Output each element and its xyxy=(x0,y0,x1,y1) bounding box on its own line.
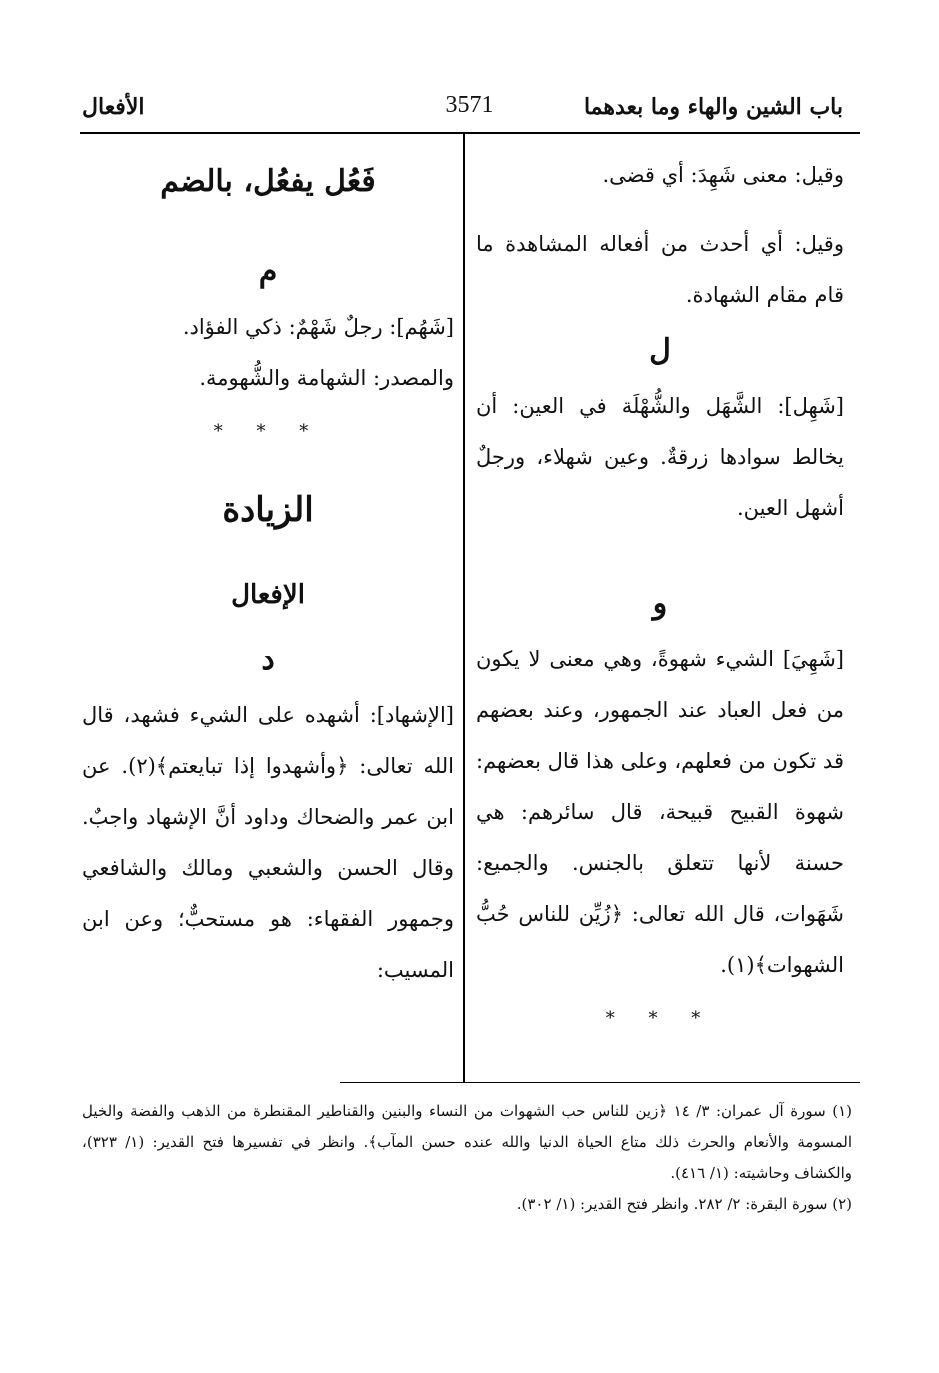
footnote-1: (١) سورة آل عمران: ٣/ ١٤ ﴿زين للناس حب الشهوات من النساء والبنين والقناطير المقنطرة من الذهب والفضة والخيل المسومة والأنعام والحرث ذلك متاع الحياة الدنيا والله عنده حسن المآب﴾. وانظر في تفسيرها فتح القدير: (١/ ٣٢٣)، والكشاف وحاشيته: (١/ ٤١٦). xyxy=(82,1102,853,1182)
entry-shahum: [شَهُم]: رجلٌ شَهْمٌ: ذكي الفؤاد. xyxy=(182,315,454,339)
paragraph: والمصدر: الشهامة والشُّهومة. xyxy=(199,366,454,390)
paragraph: وقيل: أي أحدث من أفعاله المشاهدة ما قام مقام الشهادة. xyxy=(476,232,844,307)
letter-heading-lam: ل xyxy=(649,333,671,368)
entry-shahiya: [شَهِيَ] الشيء شهوةً، وهي معنى لا يكون من فعل العباد عند الجمهور، وعند بعضهم قد تكون من فعلهم، وعلى هذا قال بعضهم: شهوة القبيح قبيحة، قال سائرهم: هي حسنة لأنها تتعلق بالجنس. والجميع: شَهَوات، قال الله تعالى: ﴿زُيِّن للناس حُبُّ الشهوات﴾(١). xyxy=(476,647,844,977)
section-title: فَعُل يفعُل، بالضم xyxy=(160,164,376,199)
letter-heading-waw: و xyxy=(652,586,668,621)
major-section-title: الزيادة xyxy=(222,490,314,530)
paragraph: وقيل: معنى شَهِدَ: أي قضى. xyxy=(602,163,844,187)
section-separator: * * * xyxy=(213,421,323,442)
subsection-title: الإفعال xyxy=(231,580,305,610)
footnote-2: (٢) سورة البقرة: ٢/ ٢٨٢. وانظر فتح القدير: (١/ ٣٠٢). xyxy=(516,1195,852,1213)
header-rule xyxy=(80,132,860,134)
letter-heading-dal: د xyxy=(261,642,275,677)
running-header-chapter: الأفعال xyxy=(82,94,145,120)
entry-ishhad: [الإشهاد]: أشهده على الشيء فشهد، قال الله تعالى: ﴿وأشهدوا إذا تبايعتم﴾(٢). عن ابن عمر والضحاك وداود أنَّ الإشهاد واجبٌ. وقال الحسن والشعبي ومالك والشافعي وجمهور الفقهاء: هو مستحبٌّ؛ وعن ابن المسيب: xyxy=(82,703,455,982)
left-column xyxy=(82,150,454,996)
column-divider xyxy=(463,134,465,1082)
letter-heading-mim: م xyxy=(258,254,278,289)
entry-shahil: [شَهِل]: الشَّهَل والشُّهْلَة في العين: أن يخالط سوادها زرقةٌ. وعين شهلاء، ورجلٌ أشهل العين. xyxy=(476,394,844,520)
page-number: 3571 xyxy=(445,92,494,118)
running-header-section: باب الشين والهاء وما بعدهما xyxy=(583,94,843,120)
right-column xyxy=(476,150,844,1047)
section-separator: * * * xyxy=(605,1008,715,1029)
footnote-rule xyxy=(340,1082,860,1083)
footnotes xyxy=(82,1096,852,1220)
